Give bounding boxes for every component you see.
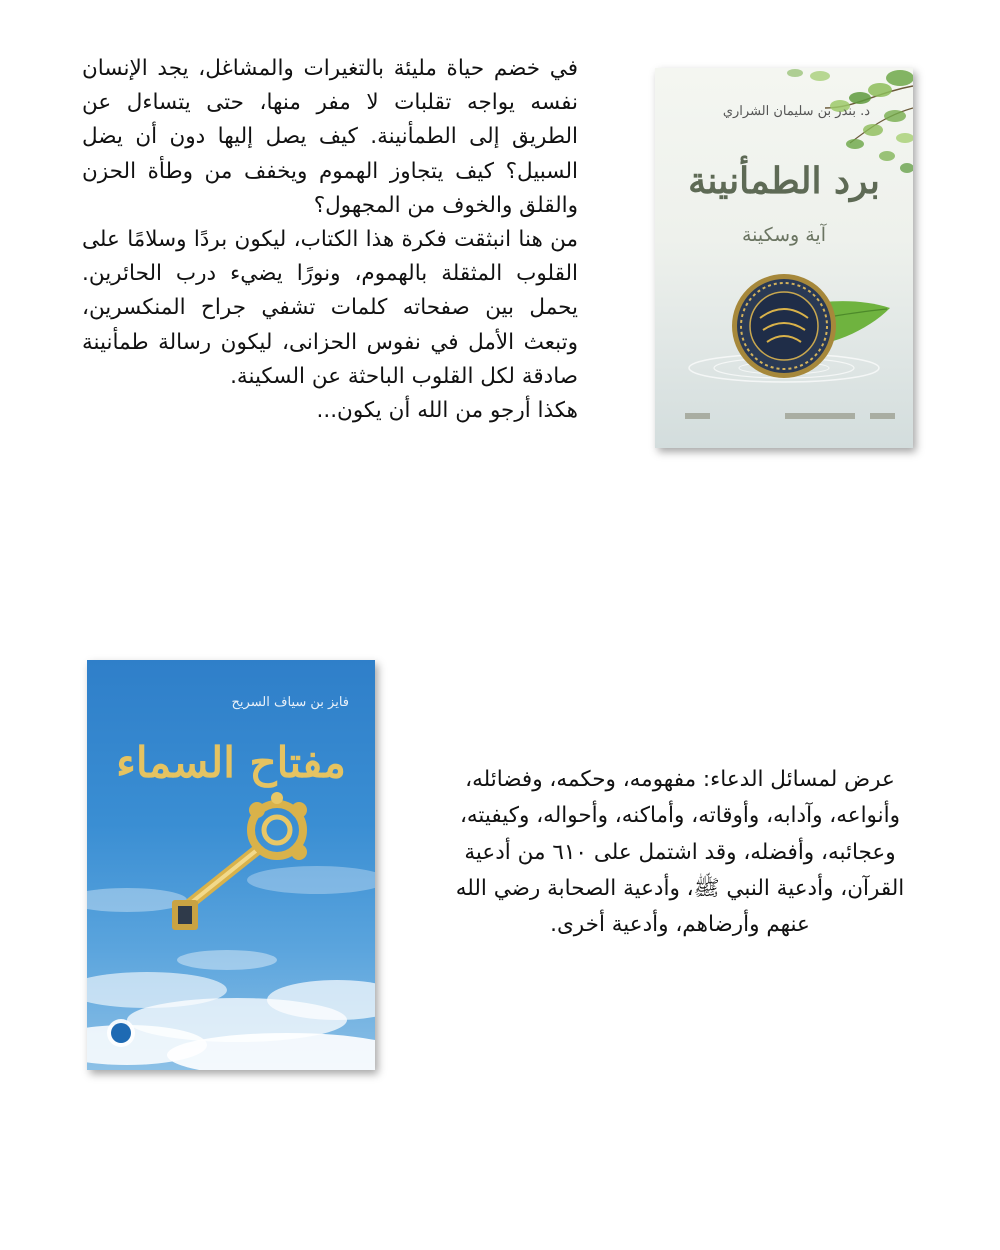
book2-cover-author: فايز بن سياف السريح — [231, 695, 349, 710]
medallion-icon — [732, 274, 836, 378]
book1-cover-title: برد الطمأنينة — [688, 160, 880, 202]
book1-description-paragraph-1: في خضم حياة مليئة بالتغيرات والمشاغل، يجد الإنسان نفسه يواجه تقلبات لا مفر منها، حتى يتساءل عن الطريق إلى الطمأنينة. كيف يصل إليها دون أن يضل السبيل؟ كيف يتجاوز الهموم ويخفف من وطأة الحزن والقلق والخوف من المجهول؟ — [82, 56, 578, 218]
book2-description: عرض لمسائل الدعاء: مفهومه، وحكمه، وفضائله، وأنواعه، وآدابه، وأوقاته، وأماكنه، وأحواله، وكيفيته، وعجائبه، وأفضله، وقد اشتمل على ٦١٠ من أدعية القرآن، وأدعية النبي ﷺ، وأدعية الصحابة رضي الله عنهم وأرضاهم، وأدعية أخرى. — [455, 767, 905, 938]
book2-cover-art — [87, 660, 375, 1070]
book1-cover-author: د. بندر بن سليمان الشراري — [722, 104, 870, 119]
golden-key-icon — [172, 792, 307, 930]
book1-description-paragraph-2: من هنا انبثقت فكرة هذا الكتاب، ليكون بردًا وسلامًا على القلوب المثقلة بالهموم، ونورًا يضيء درب الحائرين. يحمل بين صفحاته كلمات تشفي جراح المنكسرين، وتبعث الأمل في نفوس الحزانى، ليكون رسالة طمأنينة صادقة لكل القلوب الباحثة عن السكينة. — [82, 227, 578, 389]
publisher-logo-icon — [107, 1019, 135, 1047]
book2-cover — [87, 660, 375, 1070]
book1-description — [82, 52, 578, 428]
book1-cover-art — [655, 68, 913, 448]
book1-cover — [655, 68, 913, 448]
book2-cover-title: مفتاح السماء — [116, 738, 346, 787]
tree-branch-icon — [787, 69, 913, 173]
book1-cover-subtitle: آية وسكينة — [741, 224, 827, 246]
book1-description-paragraph-3: هكذا أرجو من الله أن يكون... — [316, 398, 578, 424]
